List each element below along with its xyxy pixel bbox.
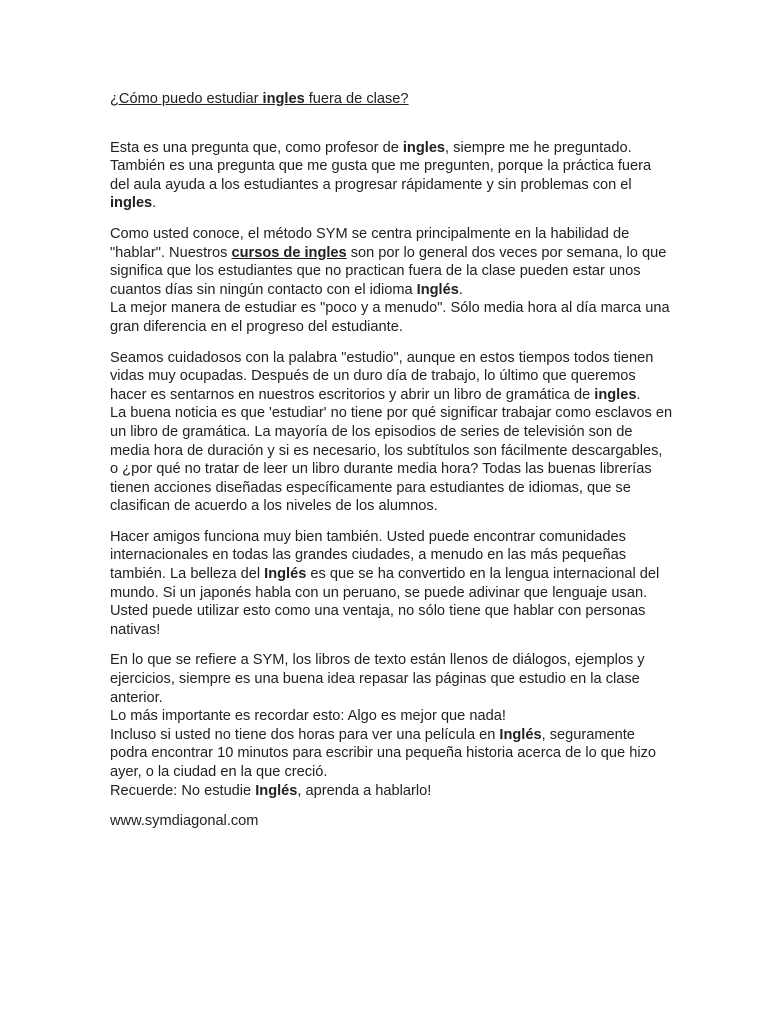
text-line: podra encontrar 10 minutos para escribir una pequeña historia acerca de lo que hizo: [110, 745, 656, 762]
website-url: www.symdiagonal.com: [110, 813, 259, 830]
document-title: [110, 90, 660, 109]
text-line: Usted puede utilizar esto como una ventaja, no sólo tiene que hablar con personas: [110, 603, 646, 620]
text-line: "hablar". Nuestros cursos de ingles son por lo general dos veces por semana, lo que: [110, 244, 667, 261]
text-line: vidas muy ocupadas. Después de un duro día de trabajo, lo último que queremos: [110, 368, 636, 385]
bold-word: Inglés: [255, 782, 298, 799]
text-line: La mejor manera de estudiar es "poco y a menudo". Sólo media hora al día marca una: [110, 300, 670, 317]
bold-word: ingles: [594, 386, 637, 403]
paragraph-4: [110, 528, 660, 640]
text-line: También es una pregunta que me gusta que me pregunten, porque la práctica fuera: [110, 158, 652, 175]
text-line: ayer, o la ciudad en la que creció.: [110, 764, 328, 780]
bold-word: ingles: [402, 139, 446, 156]
title-text: ¿Cómo puedo estudiar: [110, 91, 263, 107]
paragraph-1: [110, 139, 660, 213]
paragraph-3: [110, 349, 673, 516]
text-line: hacer es sentarnos en nuestros escritorios y abrir un libro de gramática de ingles.: [110, 386, 641, 403]
text-line: nativas!: [110, 621, 161, 638]
paragraph-2: [110, 225, 670, 337]
paragraph-5: [110, 651, 660, 800]
cursos-de-ingles-link[interactable]: cursos de ingles: [231, 244, 347, 261]
text-line: del aula ayuda a los estudiantes a progresar rápidamente y sin problemas con el: [110, 176, 632, 193]
text-line: un libro de gramática. La mayoría de los episodios de series de televisión son de: [110, 423, 633, 440]
text-line: Esta es una pregunta que, como profesor de ingles, siempre me he preguntado.: [110, 139, 632, 156]
document-body: [110, 90, 673, 831]
text-line: Incluso si usted no tiene dos horas para ver una película en Inglés, seguramente: [110, 726, 635, 743]
bold-word: Inglés: [264, 566, 307, 583]
text-line: Seamos cuidadosos con la palabra "estudio", aunque en estos tiempos todos tienen: [110, 349, 654, 366]
title-text-end: fuera de clase?: [304, 91, 409, 107]
text-line: anterior.: [110, 689, 163, 706]
text-line: cuantos días sin ningún contacto con el idioma Inglés.: [110, 281, 463, 298]
title-bold-word: ingles: [262, 91, 305, 107]
text-line: internacionales en todas las grandes ciudades, a menudo en las más pequeñas: [110, 547, 626, 564]
text-line: o ¿por qué no tratar de leer un libro durante media hora? Todas las buenas librerías: [110, 461, 652, 478]
text-line: Recuerde: No estudie Inglés, aprenda a hablarlo!: [110, 782, 432, 799]
text-line: ingles.: [110, 195, 157, 212]
text-line: media hora de duración y si es necesario, los subtítulos son fácilmente descargables,: [110, 442, 663, 459]
text-line: mundo. Si un japonés habla con un peruano, se puede adivinar que lenguaje usan.: [110, 584, 648, 601]
text-line: ejercicios, siempre es una buena idea repasar las páginas que estudio en la clase: [110, 671, 640, 688]
text-line: Hacer amigos funciona muy bien también. Usted puede encontrar comunidades: [110, 528, 626, 545]
text-line: Como usted conoce, el método SYM se centra principalmente en la habilidad de: [110, 225, 630, 242]
text-line: Lo más importante es recordar esto: Algo es mejor que nada!: [110, 708, 506, 725]
text-line: clasifican de acuerdo a los niveles de los alumnos.: [110, 498, 438, 515]
bold-word: Inglés: [499, 726, 542, 743]
bold-word: Inglés: [416, 281, 459, 298]
text-line: gran diferencia en el progreso del estudiante.: [110, 318, 403, 335]
text-line: tienen acciones diseñadas específicamente para estudiantes de idiomas, que se: [110, 479, 631, 496]
text-line: En lo que se refiere a SYM, los libros de texto están llenos de diálogos, ejemplos y: [110, 652, 645, 669]
text-line: significa que los estudiantes que no practican fuera de la clase pueden estar unos: [110, 263, 641, 280]
bold-word: ingles: [110, 195, 153, 212]
text-line: La buena noticia es que 'estudiar' no tiene por qué significar trabajar como esclavos en: [110, 405, 673, 422]
text-line: también. La belleza del Inglés es que se ha convertido en la lengua internacional del: [110, 566, 660, 583]
